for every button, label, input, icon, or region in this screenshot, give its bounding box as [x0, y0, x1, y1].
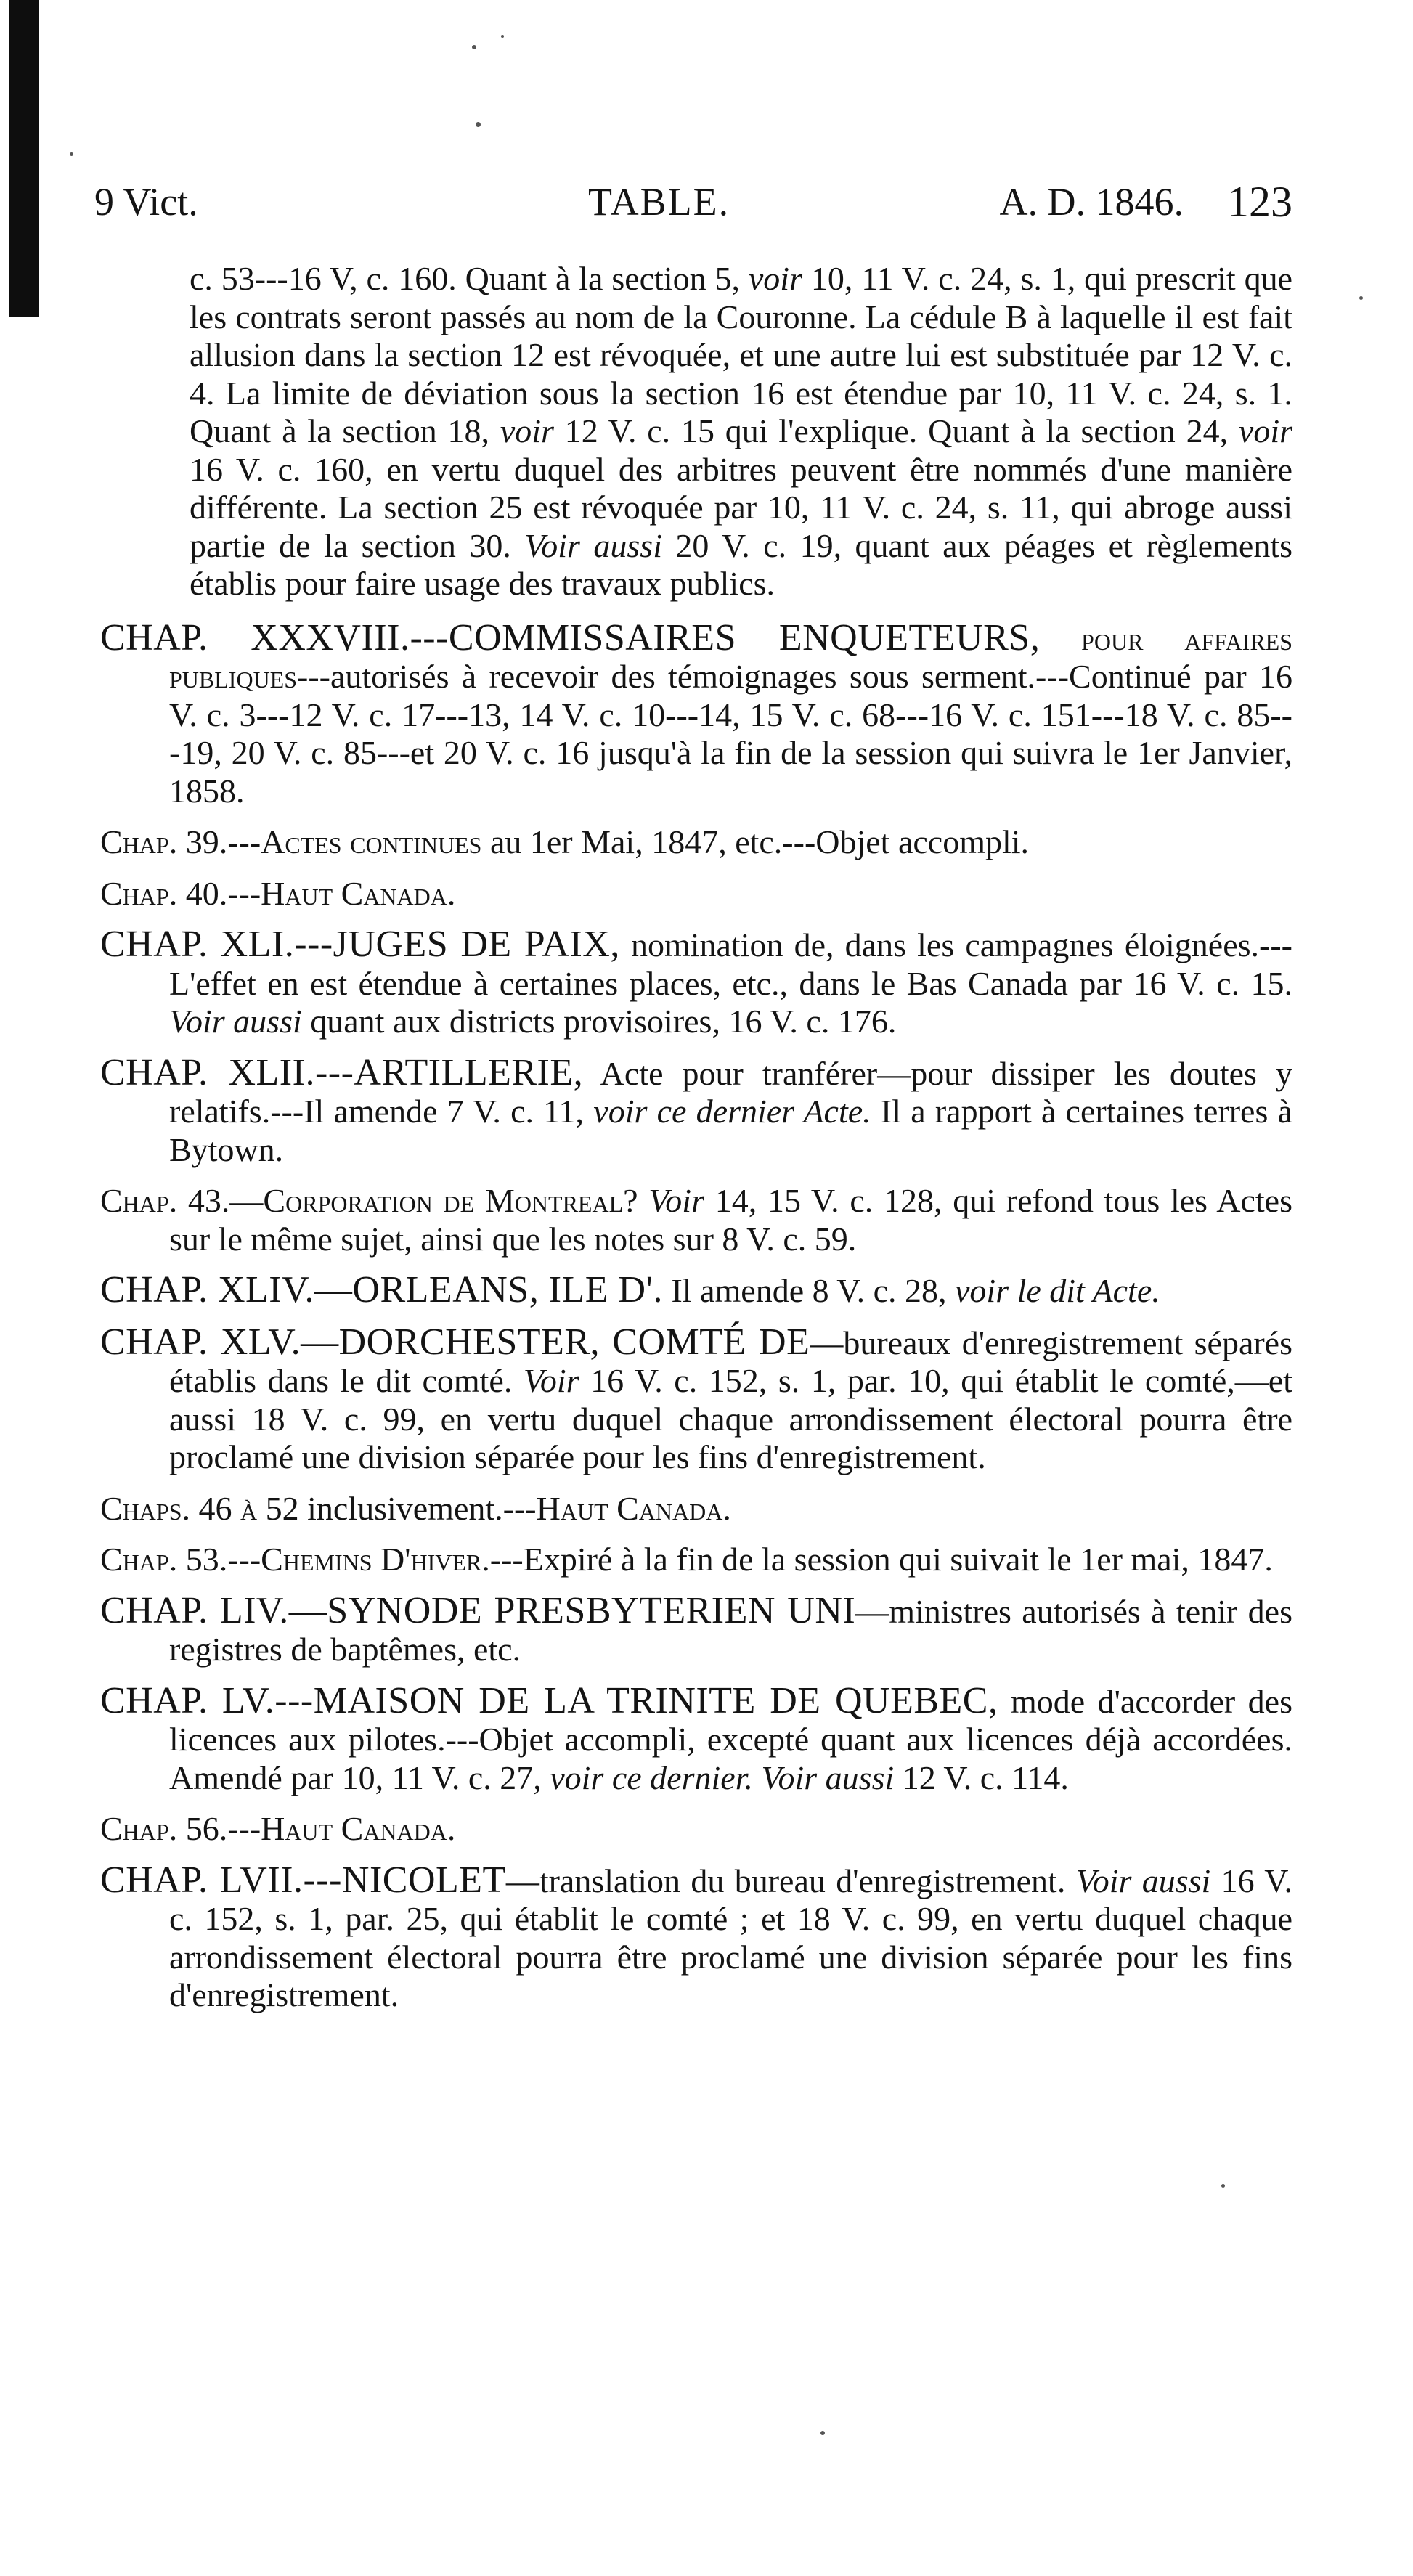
entry-chap-44	[100, 1271, 1292, 1311]
entry-head: CHAP. XLV.—DORCHESTER, COMTÉ DE	[100, 1321, 810, 1363]
header-title: TABLE.	[588, 180, 730, 224]
entry-head: CHAP. XLIV.—ORLEANS, ILE D'.	[100, 1269, 663, 1311]
header-regnal-year: 9 Vict.	[94, 180, 198, 224]
entry-body: Acte pour tranférer—pour dissiper les doutes y relatifs.---Il amende 7 V. c. 11, voir ce dernier Acte. Il a rapport à certaines terres à Bytown.	[169, 1054, 1292, 1168]
entry-chap-54	[100, 1589, 1292, 1669]
entry-chap-38	[100, 616, 1293, 811]
entry-body: —bureaux d'enregistrement séparés établis dans le dit comté. Voir 16 V. c. 152, s. 1, par. 10, qui établit le comté,—et aussi 18 V. c. 99, en vertu duquel chaque arrondissement électoral pourra être proclamé une division séparée pour les fins d'enregistrement.	[169, 1324, 1293, 1475]
entry-chap-55	[100, 1679, 1292, 1798]
running-header	[94, 173, 1292, 231]
table-entries	[100, 260, 1292, 2028]
entry-chap-41	[100, 926, 1292, 1041]
entry-body: mode d'accorder des licences aux pilotes.---Objet accompli, excepté quant aux licences déjà accordées. Amendé par 10, 11 V. c. 27, voir ce dernier. Voir aussi 12 V. c. 114.	[169, 1682, 1292, 1796]
entry-head: Chap. 53.---Chemins D'hiver.	[100, 1541, 490, 1578]
entry-head: CHAP. LVII.---NICOLET	[100, 1859, 506, 1901]
entry-chaps-46-52	[100, 1490, 1292, 1528]
entry-head: CHAP. XLI.---JUGES DE PAIX,	[100, 924, 620, 965]
entry-body: Il amende 8 V. c. 28, voir le dit Acte.	[662, 1272, 1160, 1309]
entry-head: CHAP. XXXVIII.---COMMISSAIRES ENQUETEURS,	[100, 616, 1041, 659]
entry-chap-45	[100, 1321, 1293, 1477]
entry-chap-39	[100, 823, 1292, 862]
entry-head: CHAP. LV.---MAISON DE LA TRINITE DE QUEBEC,	[100, 1679, 998, 1721]
entry-body: —ministres autorisés à tenir des registres de baptêmes, etc.	[169, 1592, 1292, 1668]
entry-subhead: pour affaires publiques	[169, 619, 1293, 695]
entry-chap-53	[100, 1541, 1292, 1579]
header-date: A. D. 1846.	[999, 180, 1184, 224]
entry-head: Chap. 40.---Haut Canada.	[100, 874, 456, 912]
entry-body: nomination de, dans les campagnes éloignées.---L'effet en est étendue à certaines places, etc., dans le Bas Canada par 16 V. c. 15. Voir aussi quant aux districts provisoires, 16 V. c. 176.	[169, 926, 1292, 1040]
entry-head: Chap. 39.---Actes continues	[100, 823, 482, 860]
entry-chap-56	[100, 1810, 1292, 1849]
entry-chap-42	[100, 1051, 1292, 1170]
entry-body: Voir 14, 15 V. c. 128, qui refond tous les Actes sur le même sujet, ainsi que les notes sur 8 V. c. 59.	[169, 1182, 1293, 1258]
entry-head: Chaps. 46 à 52	[100, 1489, 299, 1527]
entry-body: c. 53---16 V, c. 160. Quant à la section 5, voir 10, 11 V. c. 24, s. 1, qui prescrit que les contrats seront passés au nom de la Couronne. La cédule B à laquelle il est fait allusion dans la section 12 est révoquée, et une autre lui est substituée par 12 V. c. 4. La limite de déviation sous la section 16 est étendue par 10, 11 V. c. 24, s. 1. Quant à la section 18, voir 12 V. c. 15 qui l'explique. Quant à la section 24, voir 16 V. c. 160, en vertu duquel des arbitres peuvent être nommés d'une manière différente. La section 25 est révoquée par 10, 11 V. c. 24, s. 11, qui abroge aussi partie de la section 30. Voir aussi 20 V. c. 19, quant aux péages et règlements établis pour faire usage des travaux publics.	[190, 260, 1293, 602]
page-number: 123	[1227, 178, 1292, 226]
entry-head: CHAP. LIV.—SYNODE PRESBYTERIEN UNI	[100, 1589, 856, 1631]
entry-head: Chap. 43.—Corporation de Montreal?	[100, 1182, 638, 1219]
binding-edge	[9, 0, 39, 317]
entry-body: —translation du bureau d'enregistrement. Voir aussi 16 V. c. 152, s. 1, par. 25, qui établit le comté ; et 18 V. c. 99, en vertu duquel chaque arrondissement électoral pourra être proclamé une division séparée pour les fins d'enregistrement.	[169, 1862, 1292, 2013]
entry-chap-57	[100, 1859, 1292, 2015]
entry-body: ---Expiré à la fin de la session qui suivait le 1er mai, 1847.	[489, 1541, 1273, 1578]
entry-body: inclusivement.---Haut Canada.	[298, 1489, 731, 1527]
entry-continuation	[100, 260, 1292, 603]
entry-body: ---autorisés à recevoir des témoignages sous serment.---Continué par 16 V. c. 3---12 V. c. 17---13, 14 V. c. 10---14, 15 V. c. 68---16 V. c. 151---18 V. c. 85---19, 20 V. c. 85---et 20 V. c. 16 jusqu'à la fin de la session qui suivra le 1er Janvier, 1858.	[169, 658, 1292, 810]
entry-head: CHAP. XLII.---ARTILLERIE,	[100, 1051, 584, 1093]
entry-head: Chap. 56.---Haut Canada.	[100, 1810, 456, 1847]
entry-body: au 1er Mai, 1847, etc.---Objet accompli.	[481, 823, 1030, 860]
entry-chap-43	[100, 1182, 1292, 1258]
entry-chap-40	[100, 875, 1292, 913]
